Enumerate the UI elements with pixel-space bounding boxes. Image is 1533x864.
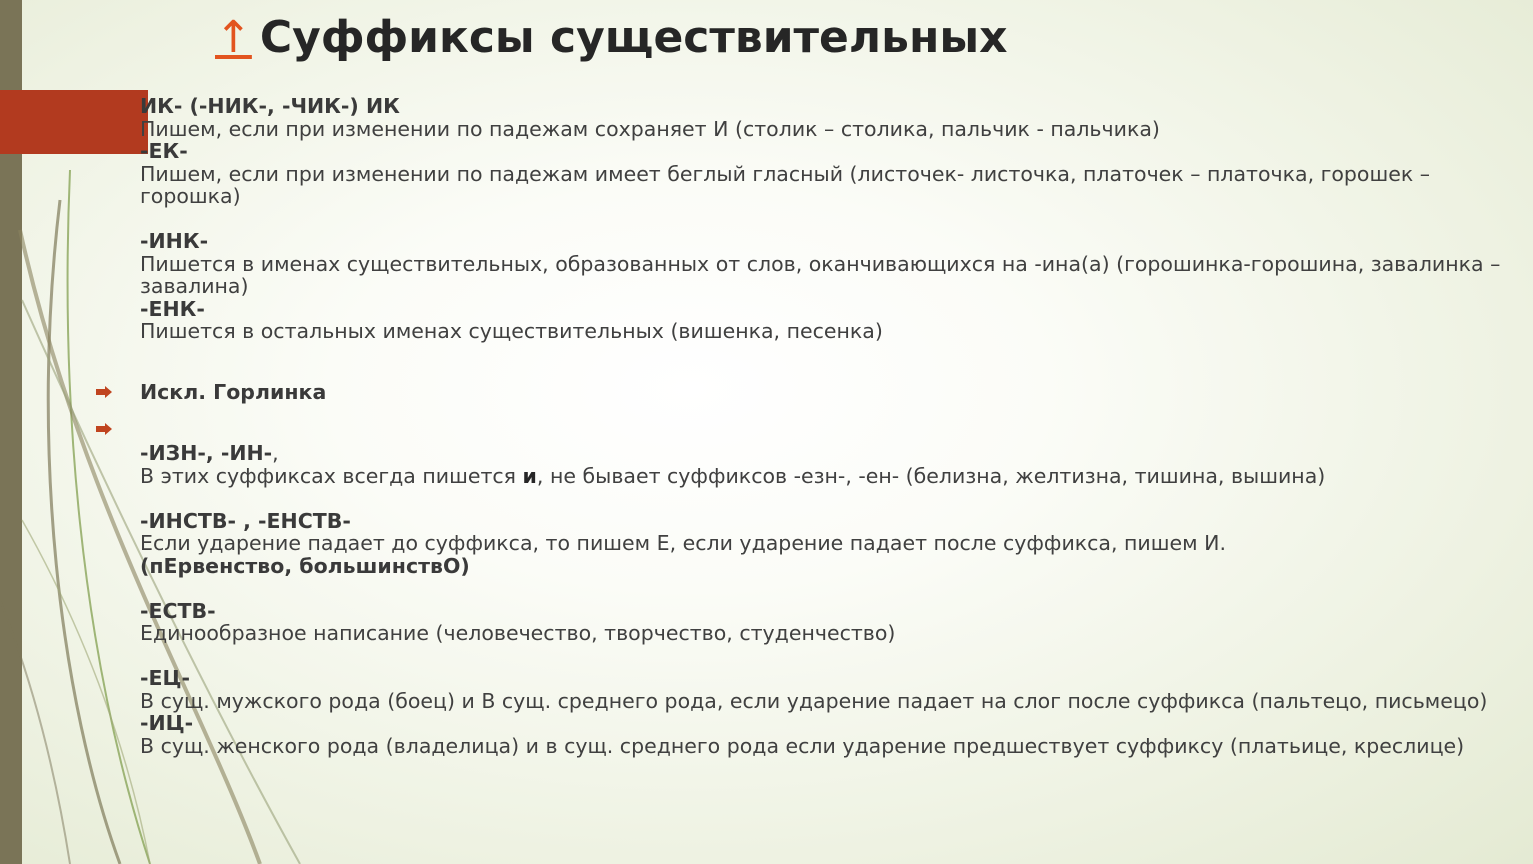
instv-examples: (пЕрвенство, большинствО) [140, 553, 470, 578]
exception-item [140, 381, 1520, 404]
ec-heading: -ЕЦ- [140, 666, 191, 690]
ek-heading: -ЕК- [140, 139, 188, 163]
izn-heading: -ИЗН-, -ИН-, [140, 441, 279, 465]
estv-heading: -ЕСТВ- [140, 598, 216, 623]
ic-heading: -ИЦ- [140, 711, 194, 735]
enk-text: Пишется в остальных именах существительных (вишенка, песенка) [140, 319, 883, 343]
estv-text: Единообразное написание (человечество, творчество, студенчество) [140, 621, 896, 645]
ic-text: В сущ. женского рода (владелица) и в сущ. среднего рода если ударение предшествует суффиксу (платьице, креслице) [140, 733, 1465, 758]
up-arrow-icon: ↑ [215, 12, 252, 63]
ek-text: Пишем, если при изменении по падежам имеет беглый гласный (листочек- листочка, платочек – платочка, горошек – горошка) [140, 161, 1430, 208]
ink-text: Пишется в именах существительных, образованных от слов, оканчивающихся на -ина(а) (горошинка-горошина, завалинка – завалина) [140, 251, 1501, 298]
ik-text: Пишем, если при изменении по падежам сохраняет И (столик – столика, пальчик - пальчика) [140, 116, 1160, 141]
arrow-bullet-icon [96, 386, 112, 398]
accent-tab [0, 90, 148, 154]
slide-title [215, 12, 1008, 63]
izn-text: В этих суффиксах всегда пишется и, не бывает суффиксов -езн-, -ен- (белизна, желтизна, тишина, вышина) [140, 463, 1326, 488]
ink-heading: -ИНК- [140, 229, 209, 253]
title-text: Суффиксы существительных [259, 12, 1008, 63]
slide-content [140, 95, 1520, 757]
exception-text: Искл. Горлинка [140, 380, 327, 404]
enk-heading: -ЕНК- [140, 296, 205, 321]
ec-text: В сущ. мужского рода (боец) и В сущ. среднего рода, если ударение падает на слог после суффикса (пальтецо, письмецо) [140, 688, 1488, 713]
empty-bullet-item [140, 418, 1520, 441]
instv-heading: -ИНСТВ- , -ЕНСТВ- [140, 508, 351, 533]
ik-heading: ИК- (-НИК-, -ЧИК-) ИК [140, 94, 400, 118]
arrow-bullet-icon [96, 423, 112, 435]
instv-text: Если ударение падает до суффикса, то пишем Е, если ударение падает после суффикса, пишем И. [140, 531, 1226, 555]
